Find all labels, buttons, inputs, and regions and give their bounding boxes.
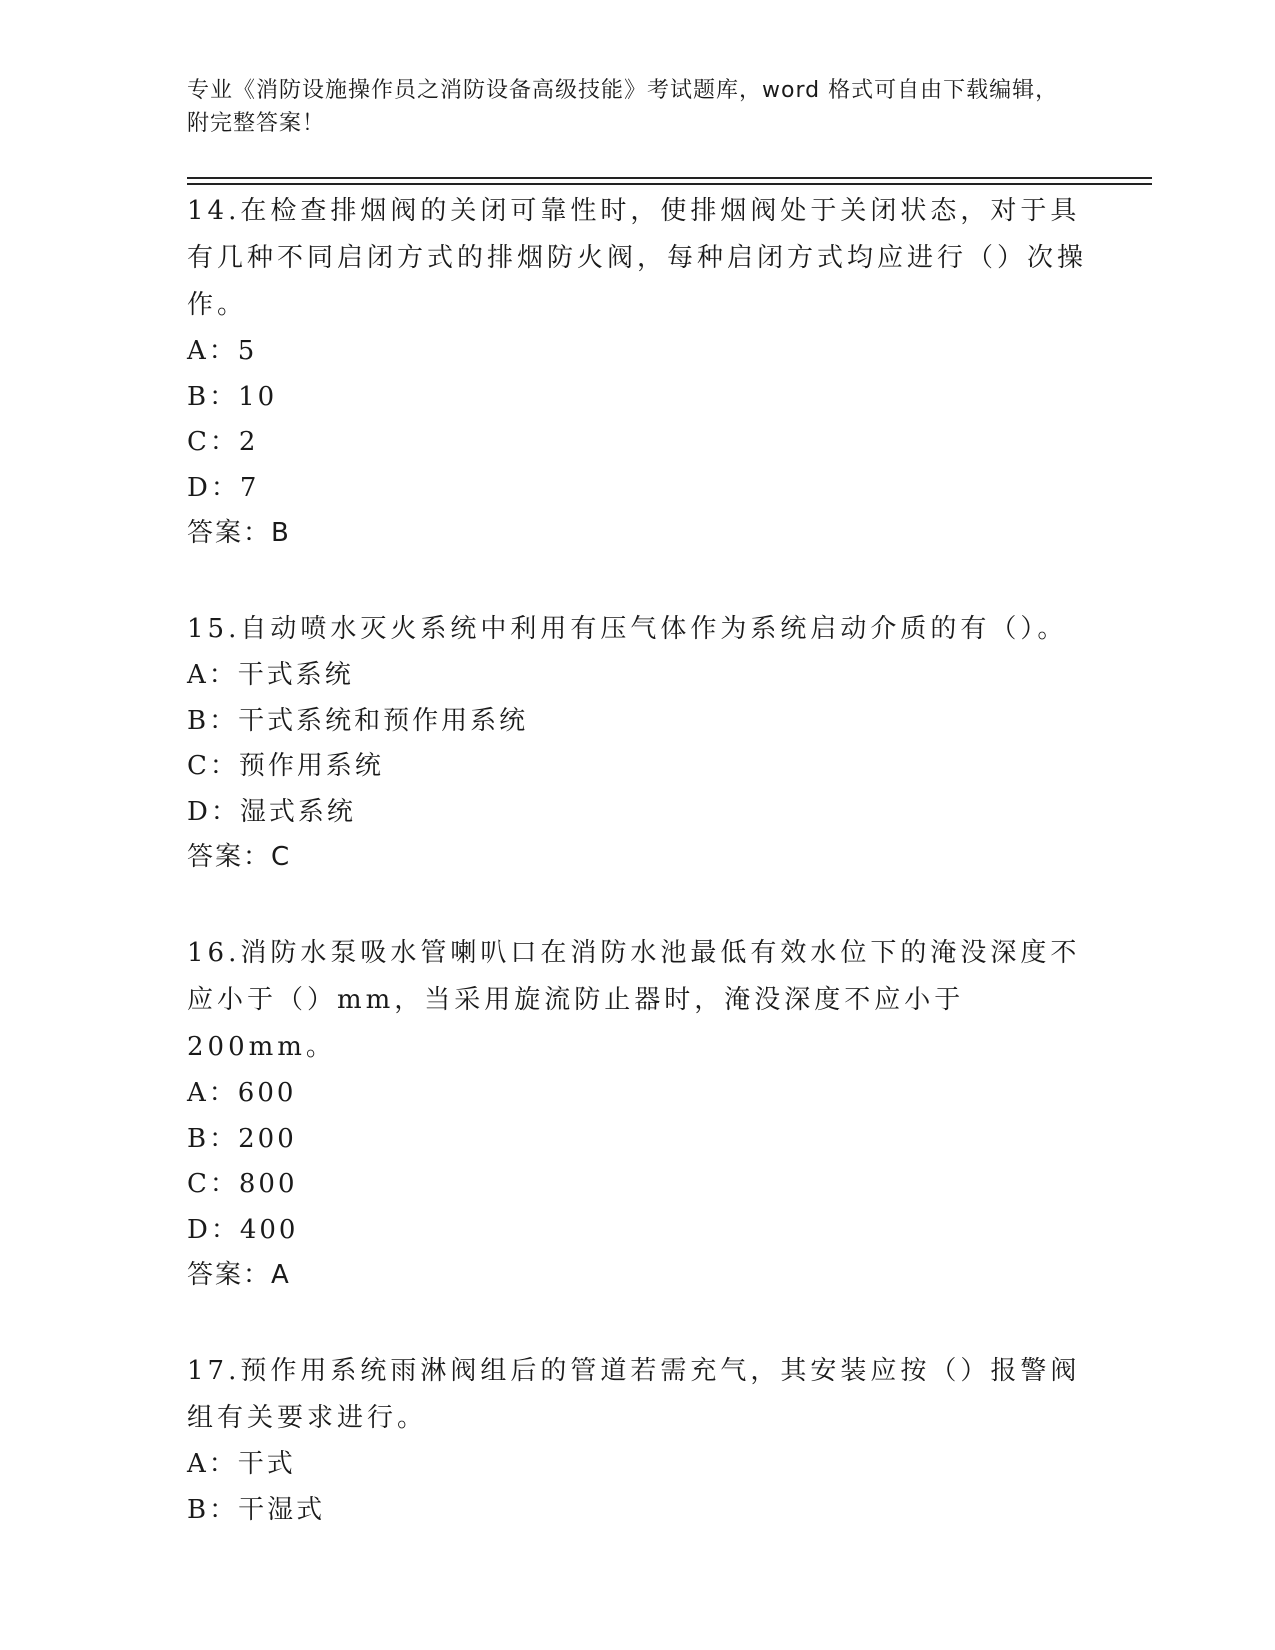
option-c: C：2 bbox=[187, 427, 259, 457]
question-text: 17.预作用系统雨淋阀组后的管道若需充气，其安装应按（）报警阀组有关要求进行。 bbox=[187, 1356, 1081, 1433]
option-d: D：湿式系统 bbox=[187, 796, 356, 827]
answer-line: 答案：B bbox=[187, 518, 291, 548]
question-17 bbox=[187, 1348, 1087, 1533]
question-text: 14.在检查排烟阀的关闭可靠性时，使排烟阀处于关闭状态，对于具有几种不同启闭方式的排烟防火阀，每种启闭方式均应进行（）次操作。 bbox=[187, 196, 1088, 320]
option-d: D：7 bbox=[187, 472, 260, 503]
header-divider-bottom bbox=[187, 183, 1152, 185]
question-text: 15.自动喷水灭火系统中利用有压气体作为系统启动介质的有（）。 bbox=[187, 614, 1068, 644]
option-a: A：5 bbox=[187, 336, 258, 366]
option-b: B：10 bbox=[187, 381, 278, 412]
question-15 bbox=[187, 606, 1087, 880]
option-b: B：干湿式 bbox=[187, 1494, 326, 1525]
option-a: A：600 bbox=[187, 1078, 297, 1108]
option-a: A：干式 bbox=[187, 1449, 296, 1479]
option-c: C：800 bbox=[187, 1169, 298, 1199]
question-text: 16.消防水泵吸水管喇叭口在消防水池最低有效水位下的淹没深度不应小于（）mm，当采用旋流防止器时，淹没深度不应小于 200mm。 bbox=[187, 938, 1081, 1062]
option-d: D：400 bbox=[187, 1214, 299, 1245]
question-16 bbox=[187, 930, 1087, 1298]
option-b: B：200 bbox=[187, 1123, 297, 1154]
option-a: A：干式系统 bbox=[187, 660, 354, 690]
answer-line: 答案：A bbox=[187, 1260, 291, 1290]
option-c: C：预作用系统 bbox=[187, 751, 384, 781]
document-header: 专业《消防设施操作员之消防设备高级技能》考试题库，word 格式可自由下载编辑，附完整答案！ bbox=[187, 78, 1059, 136]
answer-line: 答案：C bbox=[187, 842, 292, 872]
header-divider-top bbox=[187, 177, 1152, 179]
option-b: B：干式系统和预作用系统 bbox=[187, 705, 529, 736]
question-list bbox=[187, 188, 1087, 1583]
question-14 bbox=[187, 188, 1087, 556]
